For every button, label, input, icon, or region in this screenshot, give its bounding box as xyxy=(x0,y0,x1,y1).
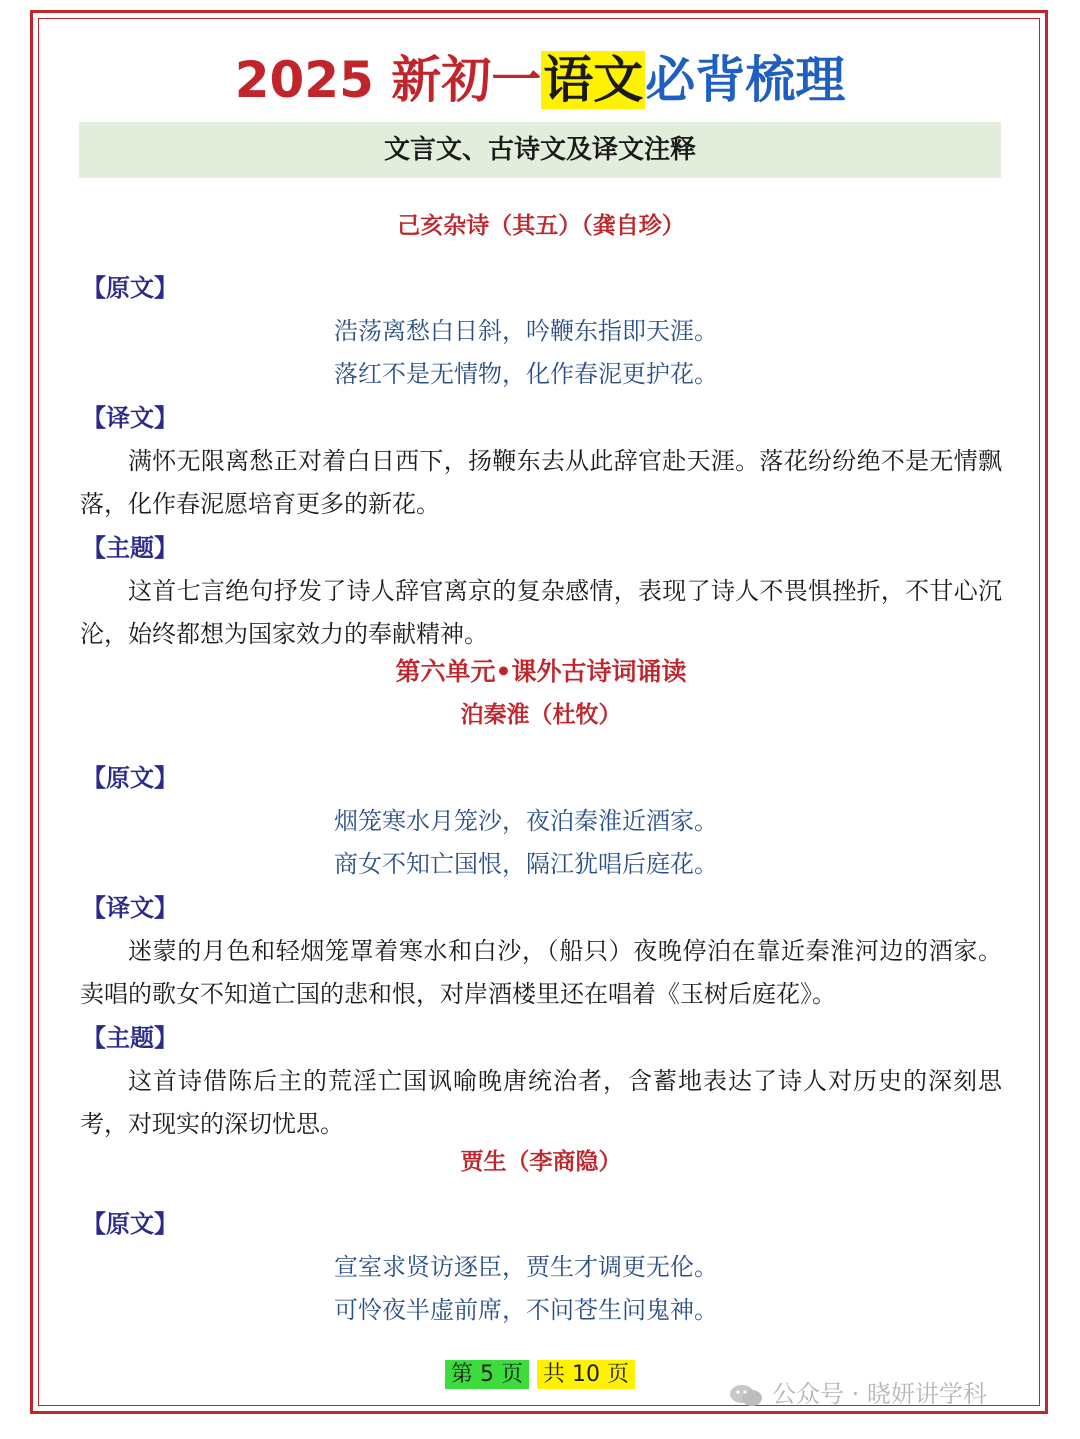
section-jiasheng-body xyxy=(80,1202,1002,1332)
wechat-icon xyxy=(728,1383,764,1407)
page-total: 共 10 页 xyxy=(537,1360,635,1389)
original-label: 【原文】 xyxy=(82,1210,178,1238)
translation-text: 迷蒙的月色和轻烟笼罩着寒水和白沙，（船只）夜晚停泊在靠近秦淮河边的酒家。卖唱的歌女不知道亡国的悲和恨，对岸酒楼里还在唱着《玉树后庭花》。 xyxy=(80,937,1002,1008)
translation-text: 满怀无限离愁正对着白日西下，扬鞭东去从此辞官赴天涯。落花纷纷绝不是无情飘落，化作春泥愿培育更多的新花。 xyxy=(80,447,1002,518)
watermark xyxy=(728,1376,987,1412)
poem-line: 可怜夜半虚前席，不问苍生问鬼神。 xyxy=(334,1296,718,1324)
poem-line: 落红不是无情物，化作春泥更护花。 xyxy=(334,360,718,388)
original-label: 【原文】 xyxy=(82,274,178,302)
title-part-blue: 必背梳理 xyxy=(645,51,846,109)
unit-heading: 第六单元•课外古诗词诵读 xyxy=(395,657,687,686)
poem-line: 烟笼寒水月笼沙，夜泊秦淮近酒家。 xyxy=(334,807,718,835)
poem-line: 宣室求贤访逐臣，贾生才调更无伦。 xyxy=(334,1253,718,1281)
subtitle-bar: 文言文、古诗文及译文注释 xyxy=(79,122,1001,178)
watermark-text: 公众号 · 晓妍讲学科 xyxy=(772,1380,987,1408)
original-label: 【原文】 xyxy=(82,764,178,792)
section-jihai xyxy=(80,205,1002,247)
page-title xyxy=(0,40,1080,120)
translation-label: 【译文】 xyxy=(82,894,178,922)
page-number: 第 5 页 xyxy=(445,1360,529,1389)
section-jiasheng xyxy=(80,1141,1002,1183)
section-boqinhuai-body xyxy=(80,756,1002,1146)
theme-text: 这首七言绝句抒发了诗人辞官离京的复杂感情，表现了诗人不畏惧挫折，不甘心沉沦，始终都想为国家效力的奉献精神。 xyxy=(80,577,1002,648)
title-part-highlight: 语文 xyxy=(543,51,644,109)
theme-label: 【主题】 xyxy=(82,534,178,562)
title-part-red: 2025 新初一 xyxy=(234,51,542,109)
section-jihai-body xyxy=(80,266,1002,656)
theme-label: 【主题】 xyxy=(82,1024,178,1052)
section-heading: 己亥杂诗（其五）（龚自珍） xyxy=(397,213,685,239)
poem-line: 浩荡离愁白日斜，吟鞭东指即天涯。 xyxy=(334,317,718,345)
section-heading: 贾生（李商隐） xyxy=(460,1149,622,1175)
poem-line: 商女不知亡国恨，隔江犹唱后庭花。 xyxy=(334,850,718,878)
translation-label: 【译文】 xyxy=(82,404,178,432)
section-heading: 泊秦淮（杜牧） xyxy=(460,702,622,728)
theme-text: 这首诗借陈后主的荒淫亡国讽喻晚唐统治者，含蓄地表达了诗人对历史的深刻思考，对现实的深切忧思。 xyxy=(80,1067,1002,1138)
section-boqinhuai xyxy=(80,650,1002,736)
